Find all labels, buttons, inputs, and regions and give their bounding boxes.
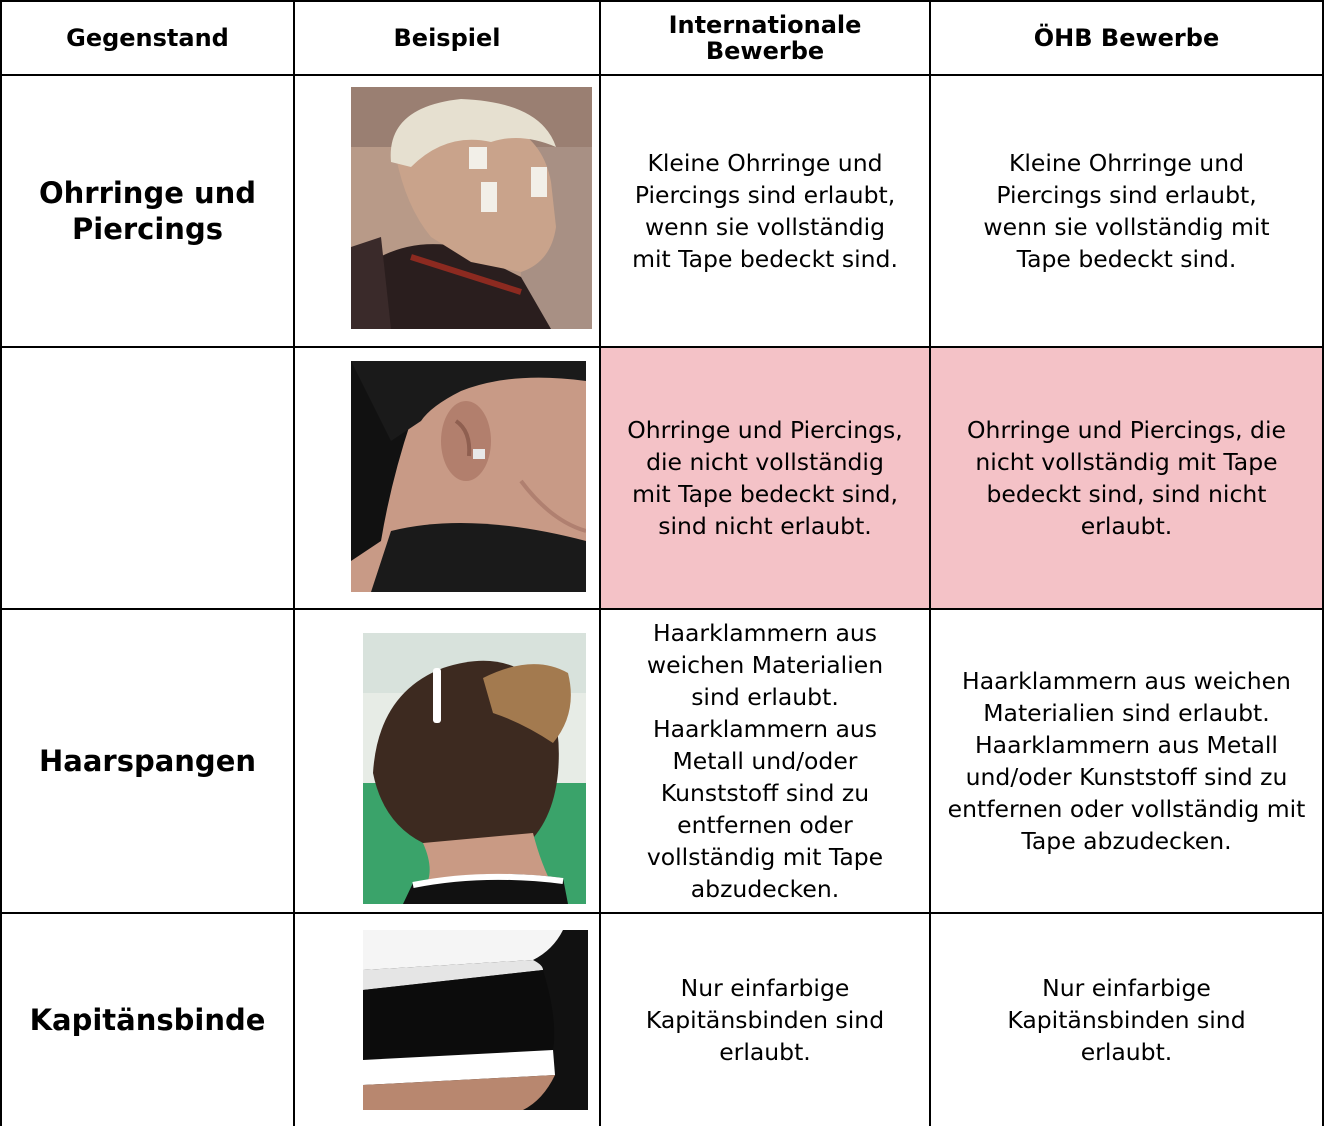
photo-captain-armband <box>363 930 588 1110</box>
header-oehb-bewerbe: ÖHB Bewerbe <box>1033 24 1220 52</box>
row-oehb-haarspangen: Haarklammern aus weichen Materialien sind erlaubt. Haarklammern aus Metall und/oder Kunststoff sind zu entfernen oder vollständig mit Tape abzudecken. <box>947 667 1306 855</box>
row-international-ohrringe: Kleine Ohrringe und Piercings sind erlaubt, wenn sie vollständig mit Tape bedeckt sind. <box>632 149 898 273</box>
row-oehb-ohrringe: Kleine Ohrringe und Piercings sind erlaubt, wenn sie vollständig mit Tape bedeckt sind. <box>983 149 1270 273</box>
row-item-kapitaensbinde: Kapitänsbinde <box>29 1003 266 1037</box>
row-oehb-ohrringe-nicht-bedeckt: Ohrringe und Piercings, die nicht vollständig mit Tape bedeckt sind, sind nicht erlaubt. <box>931 348 1322 608</box>
row-international-kapitaensbinde: Nur einfarbige Kapitänsbinden sind erlaubt. <box>645 974 885 1066</box>
header-internationale-bewerbe: Internationale Bewerbe <box>668 11 862 65</box>
row-item-haarspangen: Haarspangen <box>38 744 257 778</box>
row-item-empty <box>2 348 293 608</box>
row-international-ohrringe-nicht-bedeckt: Ohrringe und Piercings, die nicht vollständig mit Tape bedeckt sind, sind nicht erlaubt. <box>601 348 929 608</box>
photo-ear-with-earring <box>351 361 586 592</box>
photo-player-taped-ear-piercing <box>351 87 592 329</box>
row-oehb-kapitaensbinde: Nur einfarbige Kapitänsbinden sind erlaubt. <box>1007 974 1246 1066</box>
column-divider <box>293 0 295 1126</box>
photo-hair-clip <box>363 633 586 904</box>
row-international-haarspangen: Haarklammern aus weichen Materialien sind erlaubt. Haarklammern aus Metall und/oder Kunststoff sind zu entfernen oder vollständig mit Tape abzudecken. <box>646 619 884 903</box>
header-gegenstand: Gegenstand <box>66 24 229 52</box>
header-beispiel: Beispiel <box>393 24 501 52</box>
row-item-ohrringe: Ohrringe und Piercings <box>38 176 257 246</box>
